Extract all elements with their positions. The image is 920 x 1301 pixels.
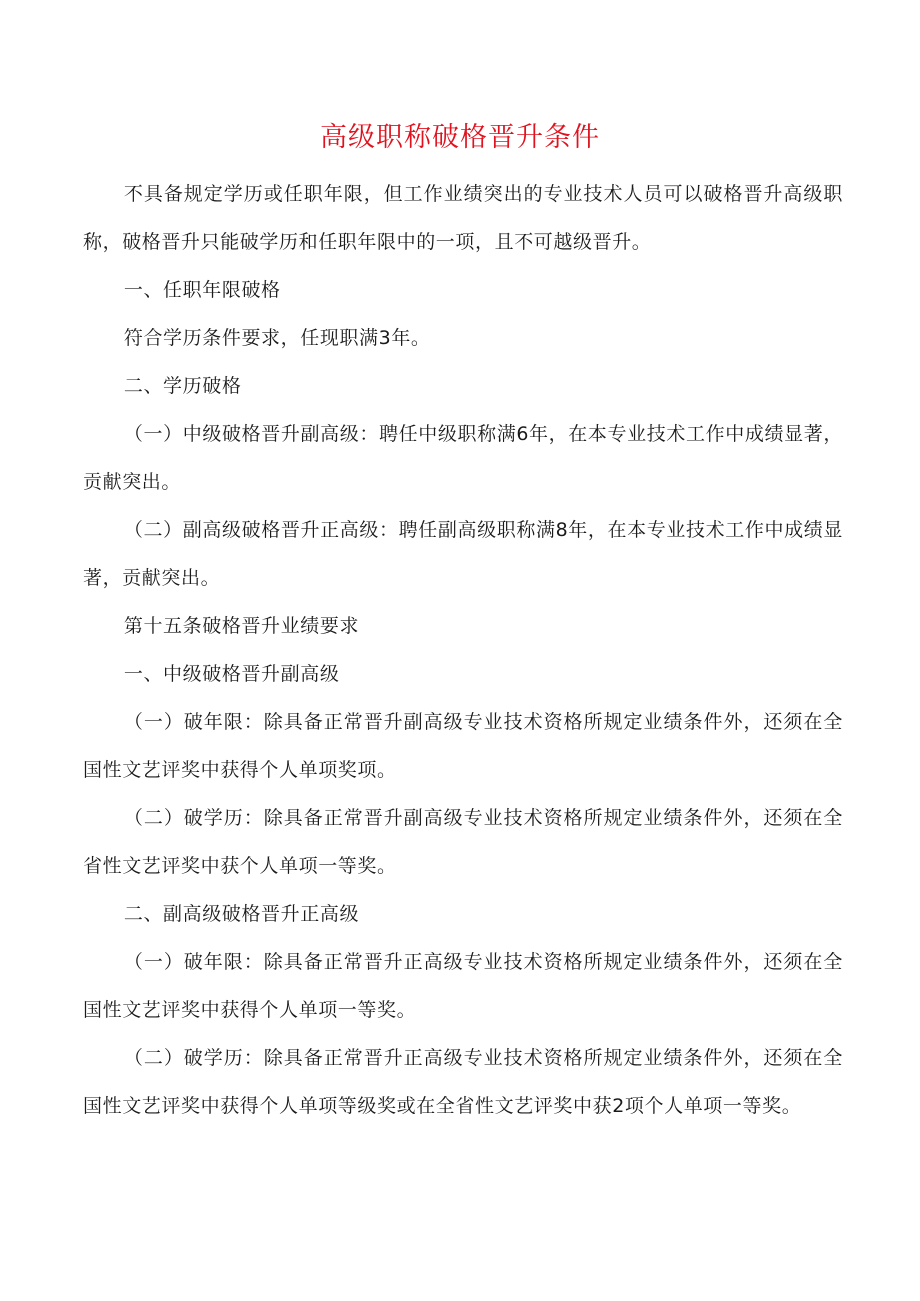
paragraph: （一）破年限：除具备正常晋升正高级专业技术资格所规定业绩条件外，还须在全国性文艺评奖中获得个人单项一等奖。 bbox=[83, 951, 843, 1021]
intro-paragraph: 不具备规定学历或任职年限，但工作业绩突出的专业技术人员可以破格晋升高级职称，破格晋升只能破学历和任职年限中的一项，且不可越级晋升。 bbox=[83, 183, 843, 253]
paragraph: （一）破年限：除具备正常晋升副高级专业技术资格所规定业绩条件外，还须在全国性文艺评奖中获得个人单项奖项。 bbox=[83, 711, 843, 781]
document-body bbox=[83, 170, 843, 1130]
section-heading-mid-to-vice: 一、中级破格晋升副高级 bbox=[123, 663, 340, 685]
paragraph: （一）中级破格晋升副高级：聘任中级职称满6年，在本专业技术工作中成绩显著，贡献突出。 bbox=[83, 423, 843, 493]
paragraph: （二）副高级破格晋升正高级：聘任副高级职称满8年，在本专业技术工作中成绩显著，贡献突出。 bbox=[83, 519, 843, 589]
paragraph: （二）破学历：除具备正常晋升副高级专业技术资格所规定业绩条件外，还须在全省性文艺评奖中获个人单项一等奖。 bbox=[83, 807, 843, 877]
paragraph: 符合学历条件要求，任现职满3年。 bbox=[123, 327, 431, 349]
section-heading-vice-to-full: 二、副高级破格晋升正高级 bbox=[123, 903, 360, 925]
paragraph: （二）破学历：除具备正常晋升正高级专业技术资格所规定业绩条件外，还须在全国性文艺评奖中获得个人单项等级奖或在全省性文艺评奖中获2项个人单项一等奖。 bbox=[83, 1047, 843, 1117]
article-heading: 第十五条破格晋升业绩要求 bbox=[123, 615, 360, 637]
section-heading-tenure: 一、任职年限破格 bbox=[123, 279, 281, 301]
section-heading-education: 二、学历破格 bbox=[123, 375, 242, 397]
document-title: 高级职称破格晋升条件 bbox=[320, 122, 600, 153]
